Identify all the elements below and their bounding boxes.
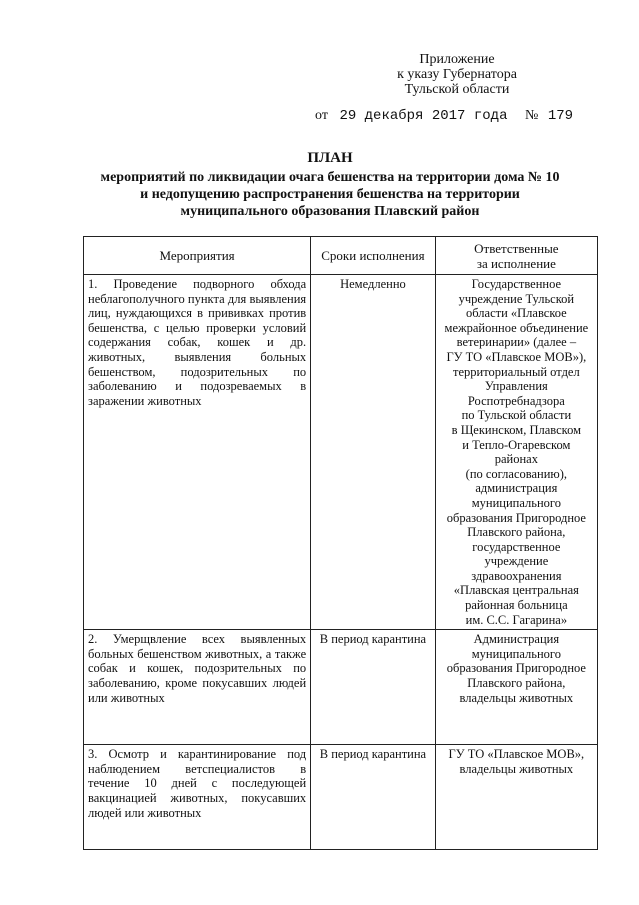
table-row <box>84 630 598 745</box>
responsible-line: учреждение Тульской <box>458 291 575 306</box>
measures-table <box>83 236 598 850</box>
appendix-line-2: к указу Губернатора <box>397 67 517 82</box>
responsible-line: (по согласованию), <box>465 466 568 481</box>
responsible-line: в Щекинском, Плавском <box>451 422 582 437</box>
row-deadline: В период карантина <box>311 630 436 745</box>
appendix-header <box>372 52 542 97</box>
table-header-row <box>84 237 598 275</box>
header-measures: Мероприятия <box>84 237 311 275</box>
decree-from-label: от <box>315 108 328 123</box>
title-plan: ПЛАН <box>307 150 353 166</box>
row-responsible <box>435 745 597 850</box>
document-title <box>80 150 580 220</box>
row-responsible <box>435 630 597 745</box>
responsible-line: ГУ ТО «Плавское МОВ»), <box>446 349 587 364</box>
responsible-line: Роспотребнадзора <box>467 393 565 408</box>
header-responsible-line-2: за исполнение <box>476 255 556 271</box>
row-measure: 2. Умерщвление всех выявленных больных бешенством животных, а также собак и кошек, подозрительных по заболеванию, кроме покусавших людей или животных <box>84 630 311 745</box>
appendix-line-3: Тульской области <box>404 82 510 97</box>
responsible-line: образования Пригородное <box>446 661 586 676</box>
header-responsible-line-1: Ответственные <box>474 240 559 256</box>
responsible-line: по Тульской области <box>461 408 572 423</box>
responsible-line: администрация <box>475 481 558 496</box>
responsible-line: области «Плавское <box>465 306 567 321</box>
row-measure: 3. Осмотр и карантинирование под наблюдением ветспециалистов в течение 10 дней с последующей вакцинацией животных, покусавших людей или животных <box>84 745 311 850</box>
responsible-line: государственное <box>472 539 561 554</box>
responsible-line: территориальный отдел <box>453 364 580 379</box>
header-deadline: Сроки исполнения <box>311 237 436 275</box>
responsible-line: Плавского района, <box>467 525 566 540</box>
table-row <box>84 275 598 630</box>
responsible-line: и Тепло-Огаревском <box>462 437 571 452</box>
responsible-line: здравоохранения <box>471 568 562 583</box>
title-line-1: мероприятий по ликвидации очага бешенства на территории дома № 10 <box>100 170 560 185</box>
responsible-line: владельцы животных <box>459 761 574 776</box>
responsible-line: муниципального <box>471 646 561 661</box>
title-line-3: муниципального образования Плавский район <box>180 204 480 219</box>
header-responsible <box>435 237 597 275</box>
responsible-line: Управления <box>484 379 548 394</box>
responsible-line: Плавского района, <box>467 676 566 691</box>
responsible-line: учреждение <box>484 554 549 569</box>
responsible-line: районная больница <box>465 598 568 613</box>
row-deadline: Немедленно <box>311 275 436 630</box>
responsible-line: районах <box>494 452 538 467</box>
row-responsible <box>435 275 597 630</box>
responsible-line: ветеринарии» (далее – <box>456 335 577 350</box>
title-line-2: и недопущению распространения бешенства на территории <box>140 187 520 202</box>
appendix-line-1: Приложение <box>419 52 495 67</box>
decree-number: 179 <box>547 108 574 124</box>
responsible-line: владельцы животных <box>459 690 574 705</box>
decree-date: 29 декабря 2017 года <box>339 108 508 124</box>
row-deadline: В период карантина <box>311 745 436 850</box>
responsible-line: Государственное <box>471 277 562 291</box>
decree-reference <box>315 108 573 124</box>
table-row <box>84 745 598 850</box>
responsible-line: «Плавская центральная <box>453 583 579 598</box>
responsible-line: им. С.С. Гагарина» <box>465 612 568 627</box>
responsible-line: образования Пригородное <box>446 510 586 525</box>
responsible-line: Администрация <box>473 632 560 647</box>
responsible-line: муниципального <box>471 495 561 510</box>
decree-number-label: № <box>524 108 539 123</box>
row-measure: 1. Проведение подворного обхода неблагополучного пункта для выявления лиц, нуждающихся в прививках против бешенства, с целью проверки условий содержания собак, кошек и др. животных, выявления больных бешенством, подозрительных по заболеванию и подозреваемых в заражении животных <box>84 275 311 630</box>
responsible-line: ГУ ТО «Плавское МОВ», <box>448 747 585 762</box>
responsible-line: межрайонное объединение <box>444 320 589 335</box>
